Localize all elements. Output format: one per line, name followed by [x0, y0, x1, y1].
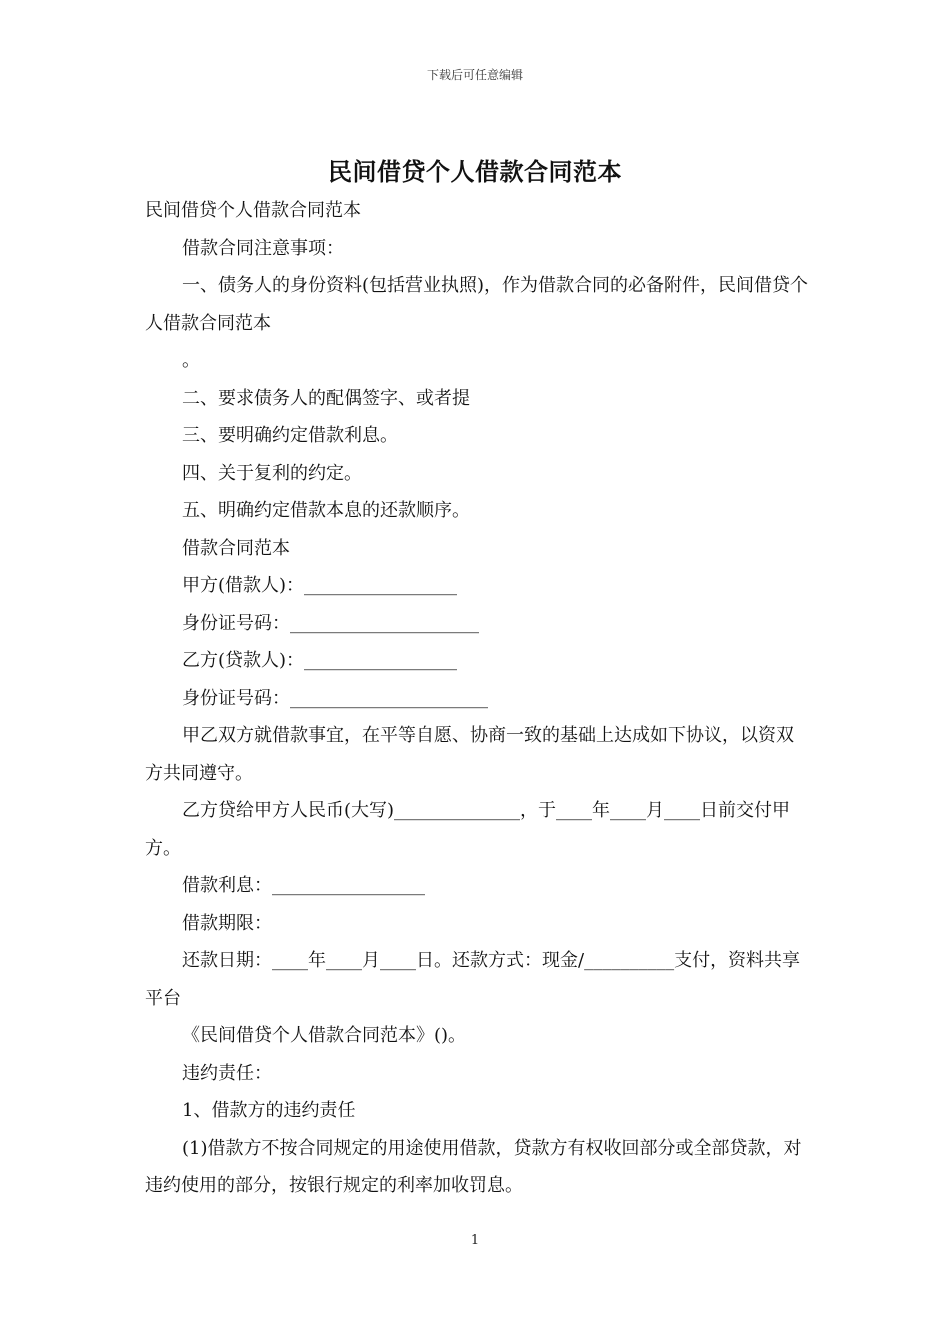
paragraph: 1、借款方的违约责任 [182, 1100, 356, 1121]
repayment-clause: 还款日期：____年____月____日。还款方式：现金/__________支付，资料共享平台 [145, 950, 801, 1009]
lender-id-field: 身份证号码：______________________ [182, 687, 488, 709]
paragraph: 《民间借贷个人借款合同范本》()。 [182, 1025, 467, 1046]
paragraph: 三、要明确约定借款利息。 [182, 425, 398, 446]
borrower-id-field: 身份证号码：_____________________ [182, 612, 479, 634]
lender-field: 乙方(贷款人)：_________________ [182, 650, 458, 671]
page-number: 1 [470, 1233, 480, 1248]
paragraph: (1)借款方不按合同规定的用途使用借款，贷款方有权收回部分或全部贷款，对违约使用的部分，按银行规定的利率加收罚息。 [145, 1137, 802, 1196]
paragraph: 违约责任： [182, 1062, 272, 1084]
paragraph: 民间借贷个人借款合同范本 [145, 200, 361, 221]
paragraph: 四、关于复利的约定。 [182, 462, 362, 484]
paragraph: 一、债务人的身份资料(包括营业执照)，作为借款合同的必备附件，民间借贷个人借款合同范本 [145, 275, 809, 334]
borrower-field: 甲方(借款人)：_________________ [182, 575, 458, 596]
header-note: 下载后可任意编辑 [426, 68, 523, 82]
document-title: 民间借贷个人借款合同范本 [328, 157, 622, 186]
paragraph: 。 [182, 350, 200, 371]
interest-field: 借款利息：_________________ [182, 875, 425, 896]
document-body [145, 192, 810, 1205]
term-field: 借款期限： [182, 912, 272, 934]
paragraph: 借款合同注意事项： [182, 237, 344, 259]
paragraph: 五、明确约定借款本息的还款顺序。 [182, 500, 470, 521]
paragraph: 借款合同范本 [182, 537, 290, 559]
loan-amount-clause: 乙方贷给甲方人民币(大写)______________，于____年____月____日前交付甲方。 [145, 800, 791, 859]
paragraph: 甲乙双方就借款事宜，在平等自愿、协商一致的基础上达成如下协议，以资双方共同遵守。 [145, 725, 794, 784]
paragraph: 二、要求债务人的配偶签字、或者提 [182, 387, 470, 409]
